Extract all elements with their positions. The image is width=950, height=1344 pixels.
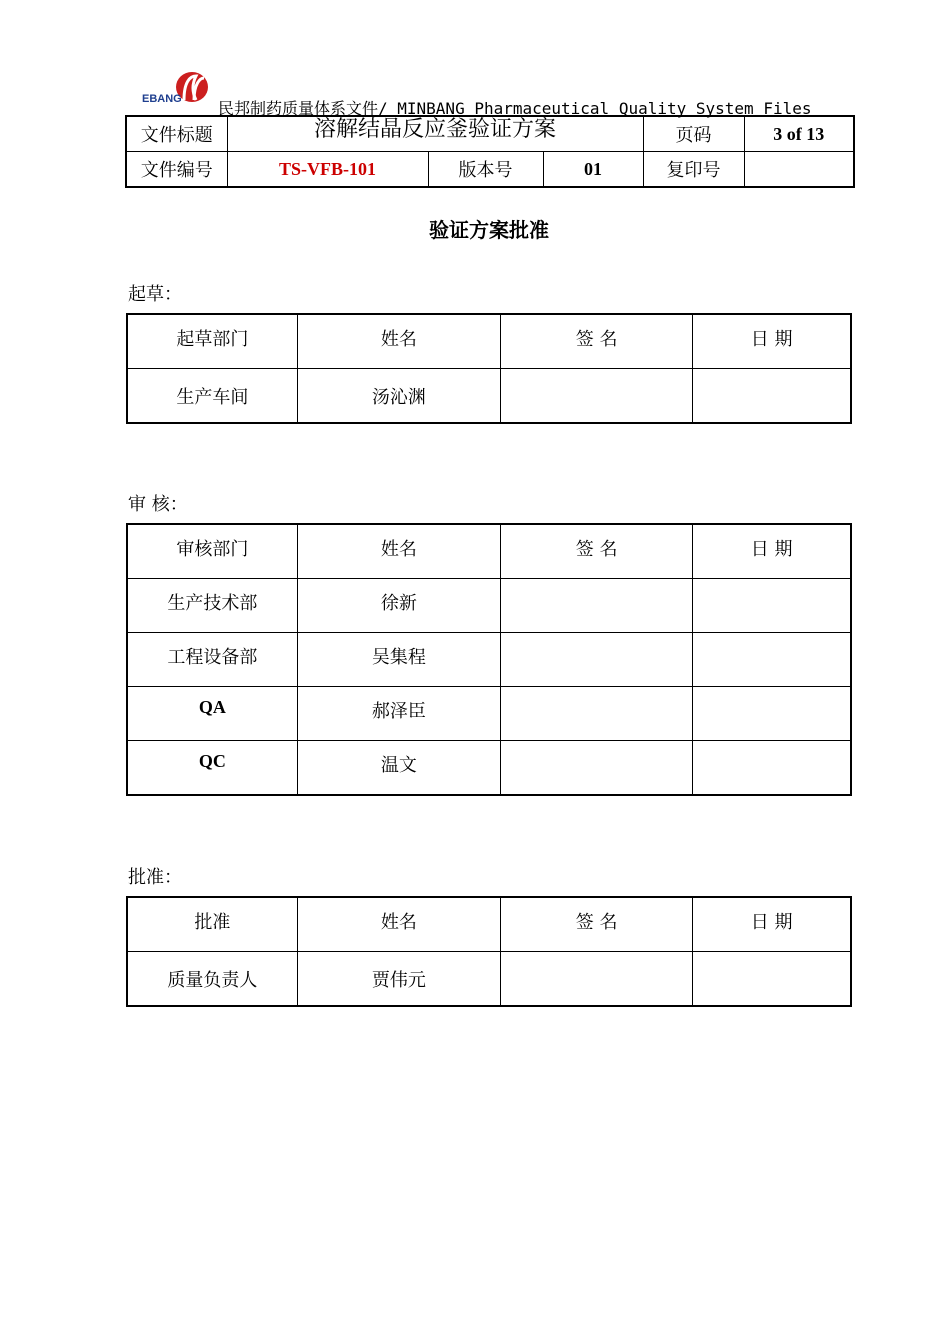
date-cell bbox=[693, 687, 851, 741]
logo-text: EBANG bbox=[142, 93, 182, 105]
dept-cell: 质量负责人 bbox=[127, 952, 297, 1007]
dept-cell: QA bbox=[127, 687, 297, 741]
label-page: 页码 bbox=[643, 116, 744, 152]
sign-cell bbox=[501, 579, 693, 633]
date-cell bbox=[693, 579, 851, 633]
copy-number bbox=[744, 152, 854, 188]
name-cell: 温文 bbox=[297, 741, 500, 796]
sign-cell bbox=[501, 369, 693, 424]
draft-table bbox=[126, 313, 852, 424]
col-sign: 签 名 bbox=[501, 897, 693, 952]
date-cell bbox=[693, 741, 851, 796]
draft-label: 起草： bbox=[128, 284, 182, 305]
approve-table bbox=[126, 896, 852, 1007]
sign-cell bbox=[501, 687, 693, 741]
label-title: 文件标题 bbox=[126, 116, 227, 152]
page-heading: 验证方案批准 bbox=[429, 218, 549, 242]
table-row bbox=[127, 369, 851, 424]
table-row bbox=[127, 952, 851, 1007]
col-name: 姓名 bbox=[297, 897, 500, 952]
table-row bbox=[127, 579, 851, 633]
sign-cell bbox=[501, 952, 693, 1007]
col-dept: 批准 bbox=[127, 897, 297, 952]
date-cell bbox=[693, 633, 851, 687]
col-date: 日 期 bbox=[693, 897, 851, 952]
label-version: 版本号 bbox=[428, 152, 543, 188]
table-row bbox=[127, 633, 851, 687]
company-logo bbox=[140, 70, 214, 110]
sign-cell bbox=[501, 633, 693, 687]
name-cell: 贾伟元 bbox=[297, 952, 500, 1007]
dept-cell: 生产车间 bbox=[127, 369, 297, 424]
table-row bbox=[127, 687, 851, 741]
version-number: 01 bbox=[543, 152, 643, 188]
col-name: 姓名 bbox=[297, 314, 500, 369]
date-cell bbox=[693, 369, 851, 424]
col-dept: 起草部门 bbox=[127, 314, 297, 369]
company-header: 民邦制药质量体系文件/ MINBANG Pharmaceutical Quality System Files bbox=[218, 99, 812, 118]
document-title: 溶解结晶反应釜验证方案 bbox=[227, 116, 643, 152]
table-row bbox=[127, 741, 851, 796]
col-dept: 审核部门 bbox=[127, 524, 297, 579]
name-cell: 徐新 bbox=[297, 579, 500, 633]
name-cell: 吴集程 bbox=[297, 633, 500, 687]
label-copy: 复印号 bbox=[643, 152, 744, 188]
date-cell bbox=[693, 952, 851, 1007]
dept-cell: 生产技术部 bbox=[127, 579, 297, 633]
col-name: 姓名 bbox=[297, 524, 500, 579]
review-table bbox=[126, 523, 852, 796]
col-date: 日 期 bbox=[693, 314, 851, 369]
col-sign: 签 名 bbox=[501, 314, 693, 369]
approve-label: 批准： bbox=[128, 867, 182, 888]
col-sign: 签 名 bbox=[501, 524, 693, 579]
dept-cell: QC bbox=[127, 741, 297, 796]
page-number: 3 of 13 bbox=[744, 116, 854, 152]
document-number: TS-VFB-101 bbox=[227, 152, 428, 188]
col-date: 日 期 bbox=[693, 524, 851, 579]
review-label: 审 核： bbox=[128, 494, 188, 515]
dept-cell: 工程设备部 bbox=[127, 633, 297, 687]
document-info-table bbox=[125, 115, 855, 188]
sign-cell bbox=[501, 741, 693, 796]
name-cell: 郝泽臣 bbox=[297, 687, 500, 741]
name-cell: 汤沁渊 bbox=[297, 369, 500, 424]
label-docno: 文件编号 bbox=[126, 152, 227, 188]
